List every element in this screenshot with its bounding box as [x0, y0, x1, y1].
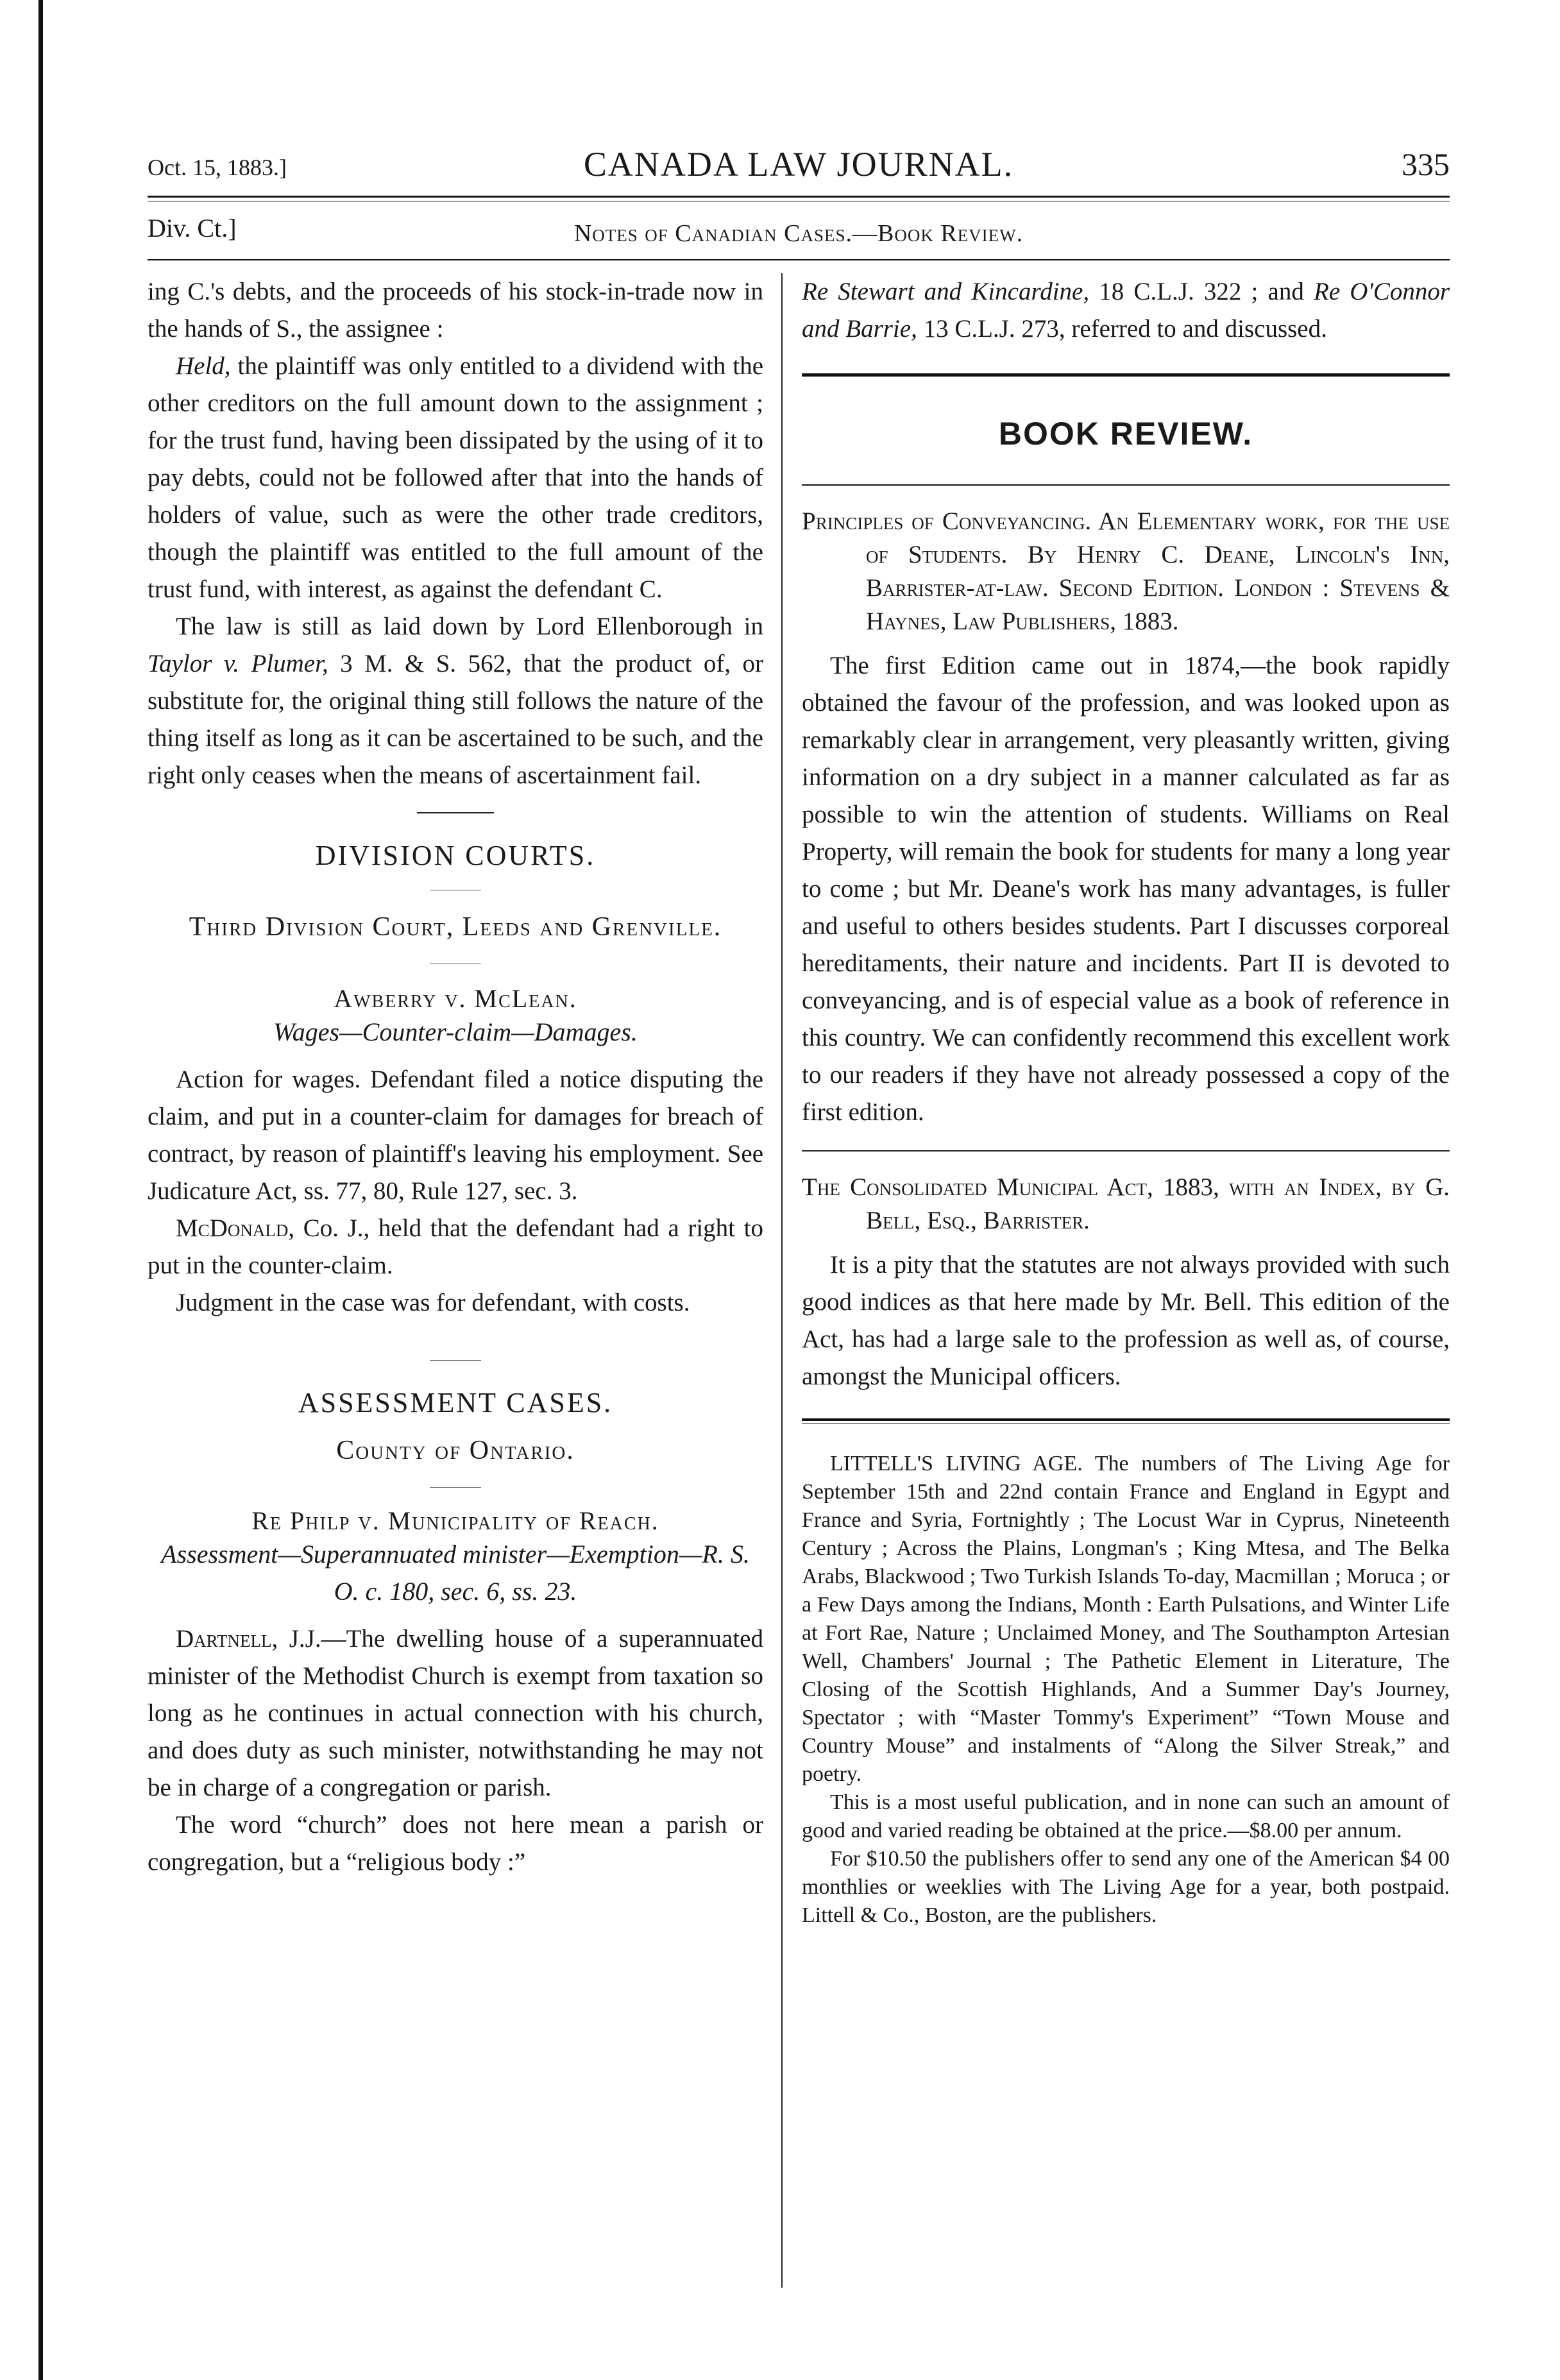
- case-citation: Re O'Connor and Barrie,: [802, 278, 1450, 343]
- division-courts-heading: DIVISION COURTS.: [315, 840, 596, 871]
- paragraph: It is a pity that the statutes are not always provided with such good indices as that here made by Mr. Bell. This edition of the Act, has had a large sale to the profession as well as, of course, amongst the Municipal officers.: [802, 1251, 1450, 1390]
- paragraph-text: 13 C.L.J. 273, referred to and discussed.: [917, 315, 1327, 343]
- paragraph-text: The law is still as laid down by Lord Ellenborough in: [176, 613, 763, 640]
- paragraph-text: the plaintiff was only entitled to a dividend with the other creditors on the full amount down to the assignment ; for the trust fund, having been dissipated by the using of it to pay debts, could not be followed after that into the hands of holders of value, such as were the other trade creditors, though the plaintiff was entitled to the full amount of the trust fund, with interest, as against the defendant C.: [148, 352, 763, 603]
- paragraph: [148, 1210, 763, 1284]
- separator-rule: [430, 1487, 481, 1488]
- separator-rule: [802, 1418, 1450, 1424]
- right-column: [802, 273, 1450, 1930]
- case-title: Awberry v. McLean.: [334, 984, 577, 1013]
- section-title: Notes of Canadian Cases.—Book Review.: [573, 220, 1024, 247]
- judge-name: McDonald,: [176, 1214, 295, 1242]
- section-header: [148, 201, 1450, 259]
- issue-date: Oct. 15, 1883.]: [148, 155, 287, 180]
- left-column: [148, 273, 763, 1881]
- paragraph: Judgment in the case was for defendant, with costs.: [176, 1289, 690, 1316]
- book-entry-heading: The Consolidated Municipal Act, 1883, with an Index, by G. Bell, Esq., Barrister.: [802, 1173, 1450, 1234]
- paragraph: [148, 1620, 763, 1806]
- paragraph: [148, 608, 763, 794]
- littell-notice: For $10.50 the publishers offer to send any one of the American $4 00 monthlies or weeklies with The Living Age for a year, both postpaid. Littell & Co., Boston, are the publishers.: [802, 1847, 1450, 1927]
- paragraph: Action for wages. Defendant filed a notice disputing the claim, and put in a counter-claim for damages for breach of contract, by reason of plaintiff's leaving his employment. See Judicature Act, ss. 77, 80, Rule 127, sec. 3.: [148, 1066, 763, 1205]
- littell-notice: LITTELL'S LIVING AGE. The numbers of The Living Age for September 15th and 22nd contain France and England in Egypt and France and Syria, Fortnightly ; The Locust War in Cyprus, Nineteenth Century ; Across the Plains, Longman's ; King Mtesa, and The Belka Arabs, Blackwood ; Two Turkish Islands To-day, Macmillan ; Moruca ; or a Few Days among the Indians, Month : Earth Pulsations, and Winter Life at Fort Rae, Nature ; Unclaimed Money, and The Southampton Artesian Well, Chambers' Journal ; The Pathetic Element in Literature, The Closing of the Scottish Highlands, And a Summer Day's Journey, Spectator ; with “Master Tommy's Experiment” “Town Mouse and Country Mouse” and instalments of “Along the Silver Streak,” and poetry.: [802, 1452, 1450, 1786]
- separator-rule: [430, 1360, 481, 1361]
- section-court: Div. Ct.]: [148, 214, 237, 242]
- case-citation: Taylor v. Plumer,: [148, 650, 328, 677]
- separator-rule: [417, 812, 494, 813]
- held-label: Held,: [176, 352, 231, 380]
- header-rule: [148, 196, 1450, 201]
- case-citation: Re Stewart and Kincardine,: [802, 278, 1090, 305]
- paragraph: [802, 273, 1450, 348]
- journal-title: CANADA LAW JOURNAL.: [583, 145, 1014, 183]
- littell-notice: This is a most useful publication, and in none can such an amount of good and varied reading be obtained at the price.—$8.00 per annum.: [802, 1790, 1450, 1842]
- book-review-heading: BOOK REVIEW.: [998, 416, 1253, 452]
- section-header-rule: [148, 259, 1450, 260]
- case-title: Re Philp v. Municipality of Reach.: [251, 1506, 659, 1535]
- column-divider: [781, 273, 783, 2288]
- paragraph: The first Edition came out in 1874,—the book rapidly obtained the favour of the profession, and was looked upon as remarkably clear in arrangement, very pleasantly written, giving information on a dry subject in a manner calculated as far as possible to win the attention of students. Williams on Real Property, will remain the book for students for many a long year to come ; but Mr. Deane's work has many advantages, is fuller and useful to others besides students. Part I discusses corporeal hereditaments, their nature and incidents. Part II is devoted to conveyancing, and is of especial value as a book of reference in this country. We can confidently recommend this excellent work to our readers if they have not already possessed a copy of the first edition.: [802, 652, 1450, 1126]
- book-entry-heading: Principles of Conveyancing. An Elementary work, for the use of Students. By Henry C. Deane, Lincoln's Inn, Barrister-at-law. Second Edition. London : Stevens & Haynes, Law Publishers, 1883.: [802, 507, 1450, 635]
- book-review-rule: [802, 484, 1450, 486]
- journal-page: [148, 138, 1450, 1927]
- running-header: [148, 138, 1450, 196]
- paragraph: ing C.'s debts, and the proceeds of his stock-in-trade now in the hands of S., the assignee :: [148, 278, 763, 343]
- case-headnote: Wages—Counter-claim—Damages.: [273, 1017, 638, 1046]
- paragraph-text: 3 M. & S. 562, that the product of, or substitute for, the original thing still follows the nature of the thing itself as long as it can be ascertained to be such, and the right only ceases when the means of ascertainment fail.: [148, 650, 764, 789]
- judge-name: Dartnell,: [176, 1625, 278, 1653]
- paragraph-text: J.J.—The dwelling house of a superannuated minister of the Methodist Church is exempt from taxation so long as he continues in actual connection with his church, and does duty as such minister, notwithstanding he may not be in charge of a congregation or parish.: [148, 1625, 763, 1801]
- case-headnote: Assessment—Superannuated minister—Exemption—R. S. O. c. 180, sec. 6, ss. 23.: [161, 1540, 750, 1606]
- assessment-cases-heading: ASSESSMENT CASES.: [298, 1387, 613, 1418]
- paragraph: The word “church” does not here mean a parish or congregation, but a “religious body :”: [148, 1811, 763, 1876]
- separator-rule: [802, 1150, 1450, 1152]
- binding-edge-line: [38, 0, 43, 2380]
- court-name: Third Division Court, Leeds and Grenville.: [189, 912, 722, 942]
- county-name: County of Ontario.: [336, 1436, 575, 1465]
- paragraph-text: 18 C.L.J. 322 ; and: [1089, 278, 1314, 305]
- page-number: 335: [1402, 146, 1450, 182]
- paragraph-text: Co. J., held that the defendant had a right to put in the counter-claim.: [148, 1214, 763, 1279]
- paragraph: [148, 348, 763, 608]
